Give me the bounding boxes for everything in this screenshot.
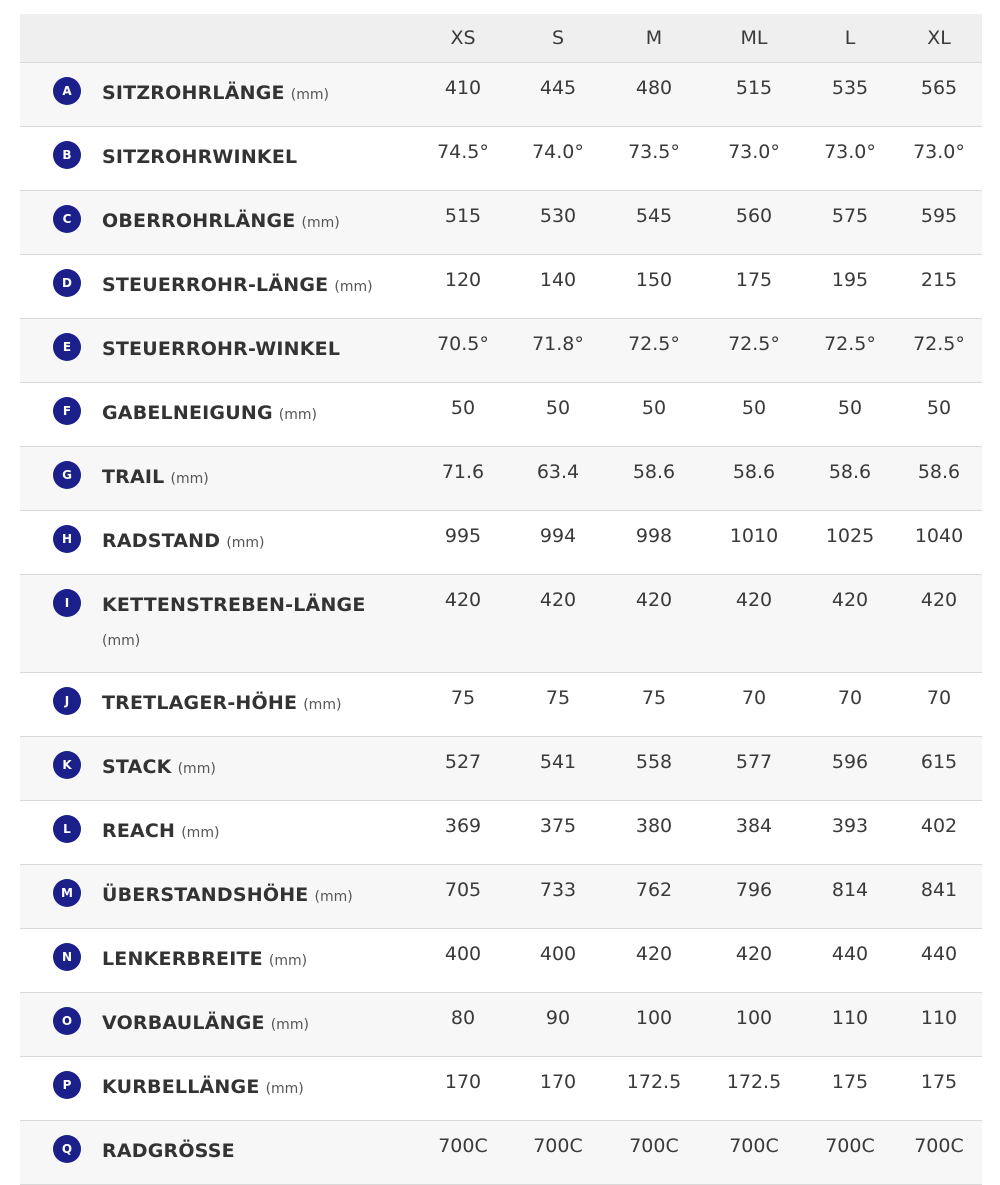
- badge-cell: [20, 1121, 102, 1185]
- letter-badge: D: [53, 269, 81, 297]
- measurement-name-cell: [102, 993, 414, 1057]
- value-cell: 170: [414, 1057, 512, 1121]
- value-cell: 75: [414, 673, 512, 737]
- value-cell: 420: [604, 929, 704, 993]
- value-cell: 100: [604, 993, 704, 1057]
- value-cell: 420: [604, 575, 704, 673]
- size-header: XS: [414, 14, 512, 63]
- measurement-name-cell: [102, 63, 414, 127]
- badge-cell: [20, 801, 102, 865]
- measurement-name-cell: [102, 383, 414, 447]
- value-cell: 110: [804, 993, 896, 1057]
- value-cell: 150: [604, 255, 704, 319]
- value-cell: 72.5°: [704, 319, 804, 383]
- value-cell: 762: [604, 865, 704, 929]
- value-cell: 74.5°: [414, 127, 512, 191]
- measurement-name: RADGRÖSSE: [102, 1140, 235, 1162]
- value-cell: 400: [512, 929, 604, 993]
- value-cell: 420: [414, 575, 512, 673]
- value-cell: 195: [804, 255, 896, 319]
- value-cell: 733: [512, 865, 604, 929]
- badge-cell: [20, 447, 102, 511]
- value-cell: 58.6: [704, 447, 804, 511]
- table-row: [20, 929, 982, 993]
- value-cell: 110: [896, 993, 982, 1057]
- value-cell: 393: [804, 801, 896, 865]
- measurement-name-cell: [102, 575, 414, 673]
- letter-badge: N: [53, 943, 81, 971]
- letter-badge: E: [53, 333, 81, 361]
- value-cell: 814: [804, 865, 896, 929]
- measurement-name: LENKERBREITE: [102, 948, 263, 970]
- letter-badge: K: [53, 751, 81, 779]
- measurement-name: GABELNEIGUNG: [102, 402, 273, 424]
- measurement-unit: (mm): [290, 87, 329, 103]
- measurement-name-cell: [102, 1121, 414, 1185]
- measurement-unit: (mm): [268, 953, 308, 969]
- value-cell: 420: [704, 929, 804, 993]
- value-cell: 705: [414, 865, 512, 929]
- value-cell: 71.8°: [512, 319, 604, 383]
- measurement-unit: (mm): [314, 889, 353, 905]
- value-cell: 541: [512, 737, 604, 801]
- measurement-name: TRETLAGER-HÖHE: [102, 692, 298, 714]
- value-cell: 480: [604, 63, 704, 127]
- badge-cell: [20, 63, 102, 127]
- table-row: [20, 865, 982, 929]
- badge-cell: [20, 929, 102, 993]
- table-row: [20, 63, 982, 127]
- size-header: ML: [704, 14, 804, 63]
- value-cell: 70: [896, 673, 982, 737]
- value-cell: 402: [896, 801, 982, 865]
- value-cell: 998: [604, 511, 704, 575]
- value-cell: 420: [896, 575, 982, 673]
- geometry-table: [20, 14, 982, 1185]
- size-header-row: [20, 14, 982, 63]
- value-cell: 796: [704, 865, 804, 929]
- value-cell: 172.5: [604, 1057, 704, 1121]
- value-cell: 515: [704, 63, 804, 127]
- table-row: [20, 673, 982, 737]
- value-cell: 73.0°: [704, 127, 804, 191]
- table-row: [20, 319, 982, 383]
- badge-cell: [20, 1057, 102, 1121]
- value-cell: 700C: [512, 1121, 604, 1185]
- measurement-name: OBERROHRLÄNGE: [102, 210, 296, 232]
- letter-badge: Q: [53, 1135, 81, 1163]
- value-cell: 90: [512, 993, 604, 1057]
- value-cell: 72.5°: [804, 319, 896, 383]
- value-cell: 575: [804, 191, 896, 255]
- value-cell: 80: [414, 993, 512, 1057]
- measurement-name: VORBAULÄNGE: [102, 1012, 265, 1034]
- size-header: M: [604, 14, 704, 63]
- table-row: [20, 993, 982, 1057]
- table-row: [20, 1121, 982, 1185]
- value-cell: 170: [512, 1057, 604, 1121]
- measurement-name: SITZROHRWINKEL: [102, 146, 298, 168]
- table-row: [20, 511, 982, 575]
- measurement-name: STACK: [102, 756, 172, 778]
- value-cell: 50: [604, 383, 704, 447]
- value-cell: 560: [704, 191, 804, 255]
- value-cell: 535: [804, 63, 896, 127]
- measurement-name-cell: [102, 511, 414, 575]
- value-cell: 50: [896, 383, 982, 447]
- value-cell: 50: [414, 383, 512, 447]
- header-blank-name: [102, 14, 414, 63]
- value-cell: 515: [414, 191, 512, 255]
- letter-badge: F: [53, 397, 81, 425]
- value-cell: 420: [704, 575, 804, 673]
- table-row: [20, 191, 982, 255]
- value-cell: 596: [804, 737, 896, 801]
- value-cell: 1025: [804, 511, 896, 575]
- measurement-name-cell: [102, 673, 414, 737]
- measurement-name-cell: [102, 1057, 414, 1121]
- value-cell: 445: [512, 63, 604, 127]
- badge-cell: [20, 575, 102, 673]
- value-cell: 841: [896, 865, 982, 929]
- value-cell: 545: [604, 191, 704, 255]
- measurement-name: STEUERROHR-WINKEL: [102, 338, 341, 360]
- measurement-unit: (mm): [303, 697, 342, 713]
- letter-badge: B: [53, 141, 81, 169]
- measurement-unit: (mm): [170, 471, 209, 487]
- measurement-name: SITZROHRLÄNGE: [102, 82, 285, 104]
- value-cell: 100: [704, 993, 804, 1057]
- value-cell: 1040: [896, 511, 982, 575]
- table-row: [20, 1057, 982, 1121]
- value-cell: 595: [896, 191, 982, 255]
- value-cell: 995: [414, 511, 512, 575]
- badge-cell: [20, 511, 102, 575]
- value-cell: 72.5°: [604, 319, 704, 383]
- value-cell: 1010: [704, 511, 804, 575]
- value-cell: 120: [414, 255, 512, 319]
- letter-badge: I: [53, 589, 81, 617]
- value-cell: 172.5: [704, 1057, 804, 1121]
- badge-cell: [20, 993, 102, 1057]
- measurement-unit: (mm): [334, 279, 373, 295]
- badge-cell: [20, 673, 102, 737]
- value-cell: 527: [414, 737, 512, 801]
- value-cell: 369: [414, 801, 512, 865]
- size-header: XL: [896, 14, 982, 63]
- value-cell: 50: [804, 383, 896, 447]
- value-cell: 440: [896, 929, 982, 993]
- badge-cell: [20, 865, 102, 929]
- measurement-name-cell: [102, 737, 414, 801]
- value-cell: 700C: [604, 1121, 704, 1185]
- measurement-unit: (mm): [270, 1017, 309, 1033]
- table-row: [20, 801, 982, 865]
- measurement-name: REACH: [102, 820, 176, 842]
- letter-badge: O: [53, 1007, 81, 1035]
- value-cell: 73.5°: [604, 127, 704, 191]
- value-cell: 400: [414, 929, 512, 993]
- table-row: [20, 255, 982, 319]
- measurement-name-cell: [102, 929, 414, 993]
- value-cell: 420: [804, 575, 896, 673]
- value-cell: 73.0°: [896, 127, 982, 191]
- value-cell: 140: [512, 255, 604, 319]
- measurement-name-cell: [102, 127, 414, 191]
- table-row: [20, 575, 982, 673]
- letter-badge: A: [53, 77, 81, 105]
- value-cell: 994: [512, 511, 604, 575]
- value-cell: 700C: [896, 1121, 982, 1185]
- value-cell: 73.0°: [804, 127, 896, 191]
- value-cell: 440: [804, 929, 896, 993]
- table-row: [20, 383, 982, 447]
- value-cell: 215: [896, 255, 982, 319]
- badge-cell: [20, 191, 102, 255]
- value-cell: 558: [604, 737, 704, 801]
- value-cell: 420: [512, 575, 604, 673]
- measurement-name-cell: [102, 801, 414, 865]
- measurement-unit: (mm): [226, 535, 265, 551]
- measurement-unit: (mm): [177, 761, 216, 777]
- letter-badge: L: [53, 815, 81, 843]
- value-cell: 70.5°: [414, 319, 512, 383]
- letter-badge: P: [53, 1071, 81, 1099]
- letter-badge: G: [53, 461, 81, 489]
- letter-badge: H: [53, 525, 81, 553]
- size-header: L: [804, 14, 896, 63]
- measurement-unit: (mm): [301, 215, 340, 231]
- measurement-name: STEUERROHR-LÄNGE: [102, 274, 329, 296]
- measurement-unit: (mm): [278, 407, 317, 423]
- value-cell: 175: [896, 1057, 982, 1121]
- badge-cell: [20, 127, 102, 191]
- value-cell: 63.4: [512, 447, 604, 511]
- value-cell: 530: [512, 191, 604, 255]
- measurement-name-cell: [102, 191, 414, 255]
- badge-cell: [20, 383, 102, 447]
- value-cell: 58.6: [804, 447, 896, 511]
- value-cell: 75: [604, 673, 704, 737]
- value-cell: 70: [804, 673, 896, 737]
- letter-badge: C: [53, 205, 81, 233]
- badge-cell: [20, 737, 102, 801]
- value-cell: 58.6: [896, 447, 982, 511]
- measurement-name: RADSTAND: [102, 530, 221, 552]
- measurement-name: KETTENSTREBEN-LÄNGE: [102, 594, 366, 616]
- table-row: [20, 127, 982, 191]
- value-cell: 50: [704, 383, 804, 447]
- measurement-unit: (mm): [265, 1081, 304, 1097]
- value-cell: 410: [414, 63, 512, 127]
- badge-cell: [20, 319, 102, 383]
- value-cell: 577: [704, 737, 804, 801]
- value-cell: 700C: [414, 1121, 512, 1185]
- value-cell: 74.0°: [512, 127, 604, 191]
- table-row: [20, 447, 982, 511]
- measurement-name: ÜBERSTANDSHÖHE: [102, 884, 309, 906]
- table-row: [20, 737, 982, 801]
- measurement-unit: (mm): [181, 825, 220, 841]
- value-cell: 50: [512, 383, 604, 447]
- value-cell: 70: [704, 673, 804, 737]
- measurement-name-cell: [102, 865, 414, 929]
- value-cell: 58.6: [604, 447, 704, 511]
- value-cell: 72.5°: [896, 319, 982, 383]
- header-blank-badge: [20, 14, 102, 63]
- value-cell: 175: [804, 1057, 896, 1121]
- size-header: S: [512, 14, 604, 63]
- value-cell: 380: [604, 801, 704, 865]
- value-cell: 700C: [704, 1121, 804, 1185]
- value-cell: 175: [704, 255, 804, 319]
- measurement-name-cell: [102, 255, 414, 319]
- value-cell: 384: [704, 801, 804, 865]
- value-cell: 75: [512, 673, 604, 737]
- measurement-unit: (mm): [102, 633, 141, 649]
- value-cell: 565: [896, 63, 982, 127]
- value-cell: 71.6: [414, 447, 512, 511]
- value-cell: 615: [896, 737, 982, 801]
- measurement-name: KURBELLÄNGE: [102, 1076, 260, 1098]
- value-cell: 375: [512, 801, 604, 865]
- measurement-name-cell: [102, 447, 414, 511]
- letter-badge: J: [53, 687, 81, 715]
- value-cell: 700C: [804, 1121, 896, 1185]
- letter-badge: M: [53, 879, 81, 907]
- measurement-name: TRAIL: [102, 466, 165, 488]
- badge-cell: [20, 255, 102, 319]
- measurement-name-cell: [102, 319, 414, 383]
